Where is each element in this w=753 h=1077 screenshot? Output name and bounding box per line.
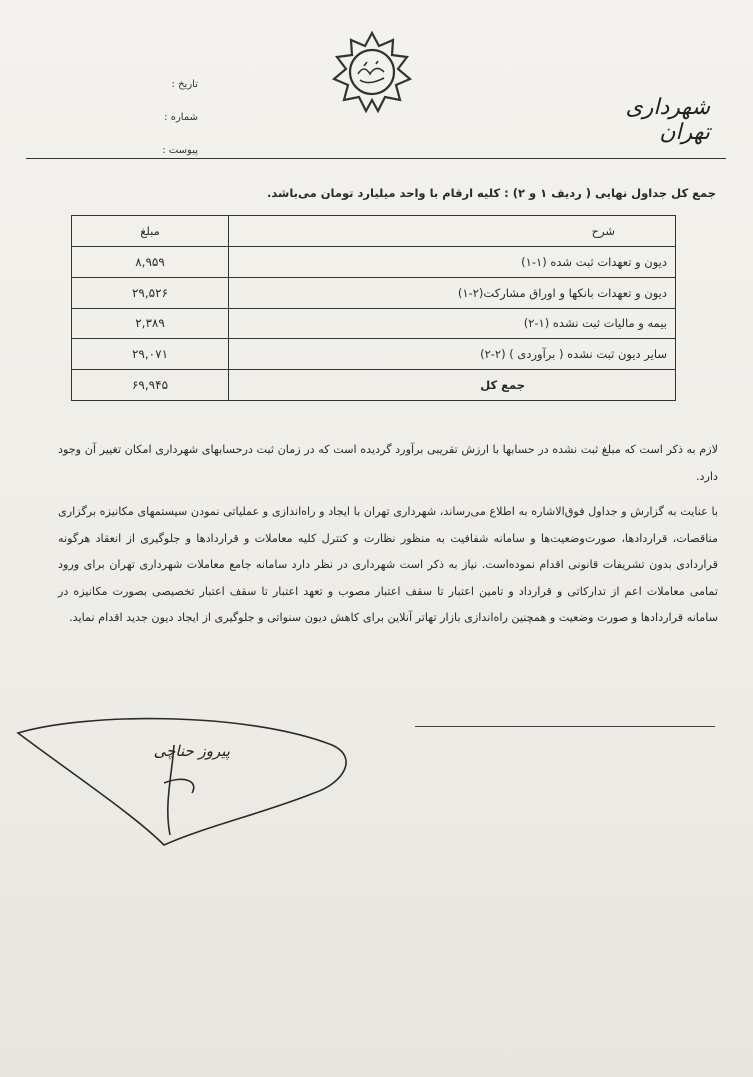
column-header-amount: مبلغ [72, 216, 229, 247]
table-caption: جمع کل جداول نهایی ( ردیف ۱ و ۲) : کلیه ارقام با واحد میلیارد تومان می‌باشد. [267, 186, 716, 200]
note-paragraph: لازم به ذکر است که مبلغ ثبت نشده در حسابها با ارزش تقریبی برآورد گردیده است که در زمان ثبت درحسابهای شهرداری امکان تغییر آن وجود دارد. [58, 443, 718, 483]
meta-date-label: تاریخ : [171, 79, 198, 90]
signature-flourish-icon [14, 705, 354, 855]
row-amount: ۲,۳۸۹ [72, 308, 229, 339]
header-divider [26, 158, 726, 159]
tehran-municipality-emblem-icon [330, 30, 414, 114]
signature-divider [415, 726, 715, 727]
row-amount: ۸,۹۵۹ [72, 247, 229, 278]
total-amount: ۶۹,۹۴۵ [72, 370, 229, 401]
table-total-row [72, 370, 676, 401]
document-meta [118, 68, 198, 167]
brand-logotype: شهرداری تهران [625, 95, 710, 145]
body-paragraph: با عنایت به گزارش و جداول فوق‌الاشاره به اطلاع می‌رساند، شهرداری تهران با ایجاد و راه‌اندازی و عملیاتی نمودن سیستمهای مکانیزه برگزاری مناقصات، قراردادها، صورت‌وضعیت‌ها و سامانه شفافیت به منظور نظارت و کنترل کلیه معاملات و قراردادها و جلوگیری از انعقاد هرگونه قراردادی بدون تشریفات قانونی اقدام نموده‌است. نیاز به ذکر است شهرداری در نظر دارد سامانه جامع معاملات شهرداری تهران برای ورود تمامی معاملات اعم از تدارکاتی و قرارداد و تامین اعتبار تا سقف اعتبار مصوب و تعهد اعتبار تا سقف اعتبار تخصیصی بصورت مکانیزه در سامانه قراردادها و صورت وضعیت و همچنین راه‌اندازی بازار تهاتر آنلاین برای کاهش دیون سنواتی و جلوگیری از ایجاد دیون جدید اقدام نماید. [58, 505, 718, 625]
column-header-description: شرح [229, 216, 676, 247]
row-description: دیون و تعهدات بانکها و اوراق مشارکت(۲-۱) [229, 277, 676, 308]
signature-name: پیروز حناچی [153, 742, 230, 760]
debt-summary-table [71, 215, 676, 401]
meta-number-label: شماره : [164, 112, 198, 123]
table-row [72, 247, 676, 278]
table-header-row [72, 216, 676, 247]
row-amount: ۲۹,۵۲۶ [72, 277, 229, 308]
total-label: جمع کل [229, 370, 676, 401]
table-row [72, 277, 676, 308]
table-row [72, 308, 676, 339]
row-description: بیمه و مالیات ثبت نشده (۱-۲) [229, 308, 676, 339]
table-row [72, 339, 676, 370]
row-description: دیون و تعهدات ثبت شده (۱-۱) [229, 247, 676, 278]
row-amount: ۲۹,۰۷۱ [72, 339, 229, 370]
meta-attachment-label: پیوست : [162, 145, 198, 156]
row-description: سایر دیون ثبت نشده ( برآوردی ) (۲-۲) [229, 339, 676, 370]
